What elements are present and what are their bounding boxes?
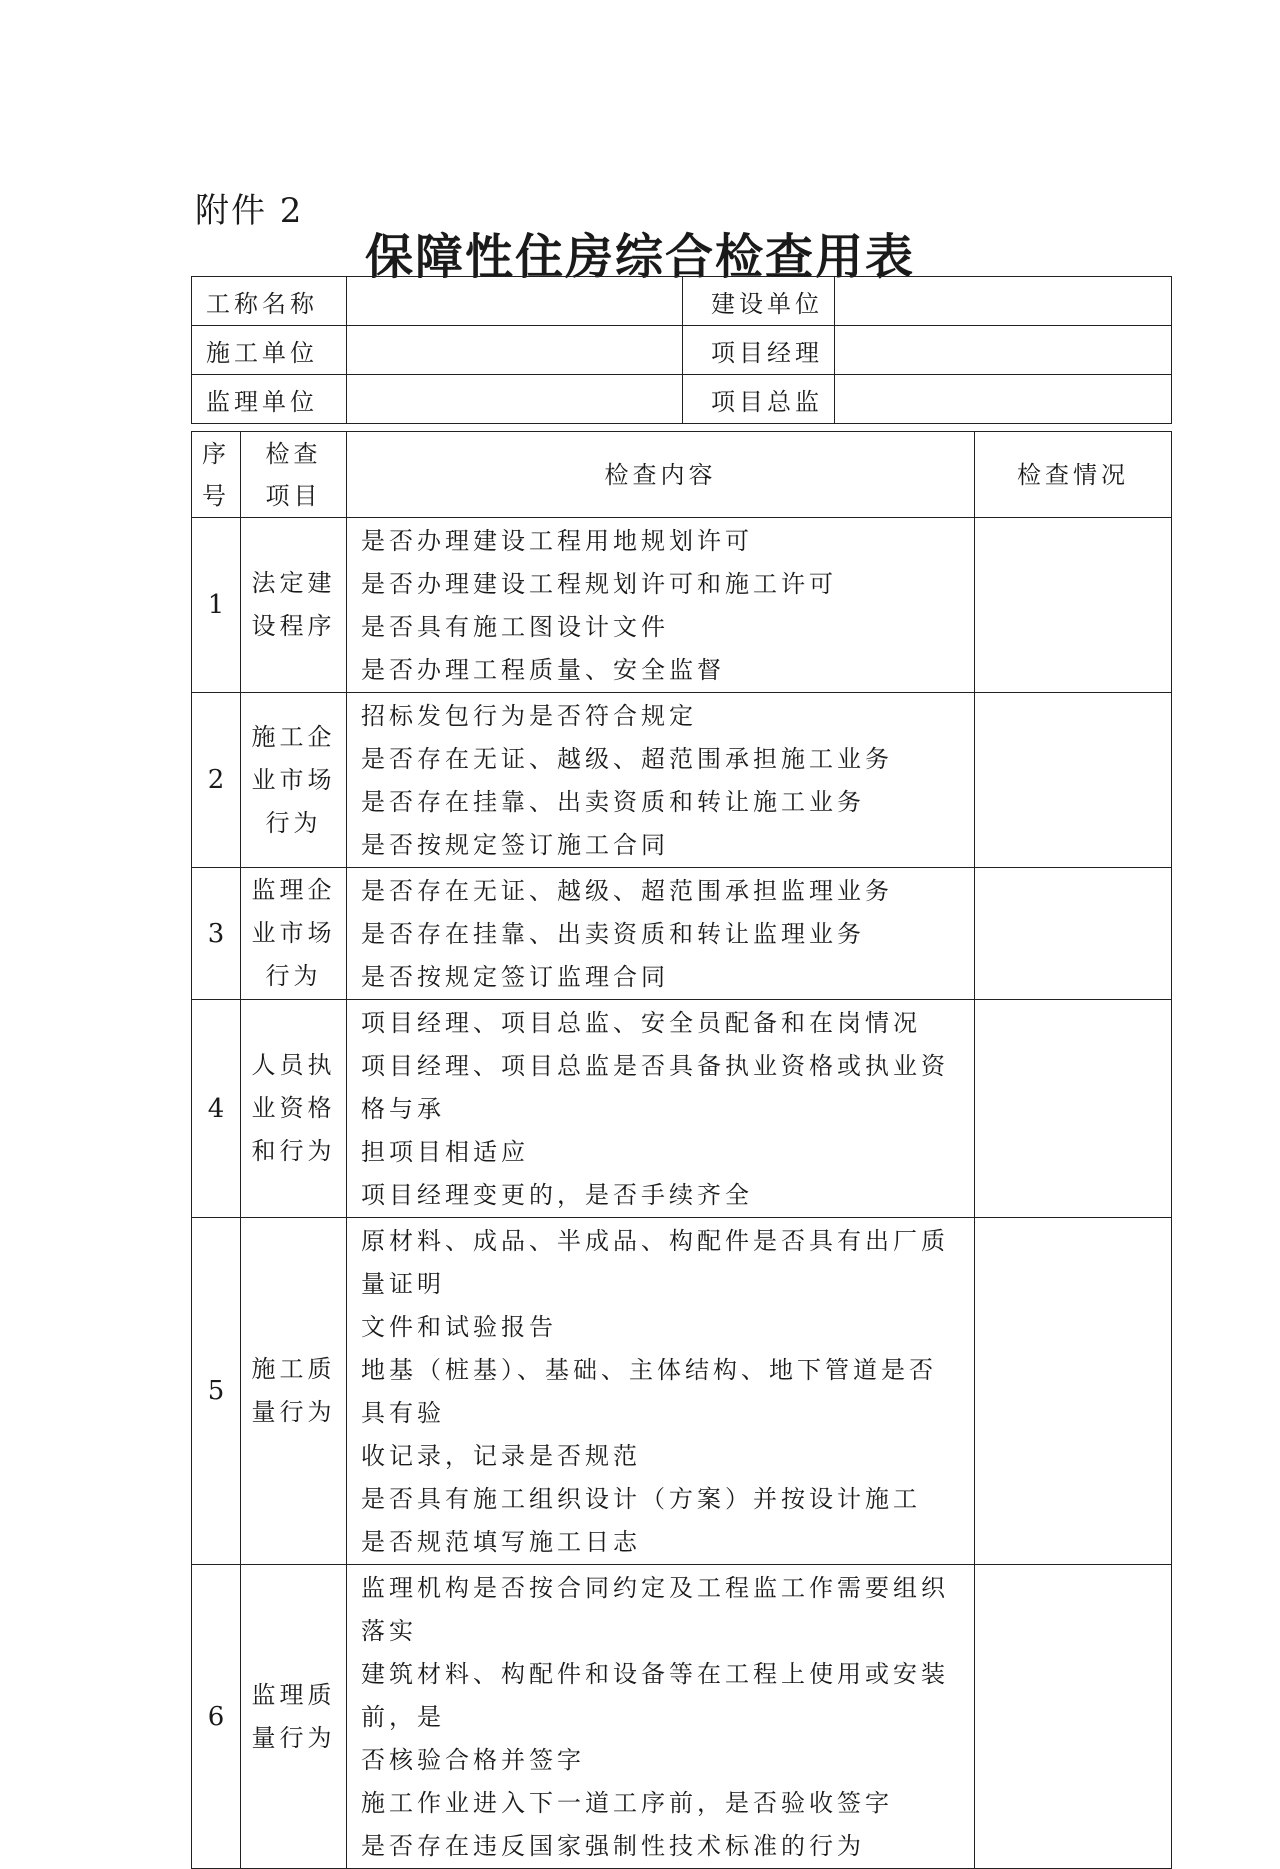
row-status-field[interactable] [975, 1000, 1172, 1218]
project-manager-field[interactable] [835, 326, 1172, 375]
table-row [192, 868, 1172, 1000]
table-row [192, 1565, 1172, 1869]
item-line: 施工质 [251, 1355, 336, 1383]
content-line: 施工作业进入下一道工序前，是否验收签字 [361, 1789, 893, 1817]
info-row-supervisor [192, 375, 1172, 424]
row-content [347, 693, 975, 868]
row-status-field[interactable] [975, 1565, 1172, 1869]
content-line: 原材料、成品、半成品、构配件是否具有出厂质量证明 [361, 1227, 949, 1298]
content-line: 项目经理、项目总监、安全员配备和在岗情况 [361, 1009, 921, 1037]
header-no [192, 432, 241, 518]
content-line: 是否存在违反国家强制性技术标准的行为 [361, 1832, 865, 1860]
row-number: 2 [192, 693, 241, 868]
item-line: 监理质 [251, 1680, 336, 1709]
info-table [191, 276, 1172, 424]
content-line: 是否具有施工图设计文件 [361, 613, 669, 641]
item-line: 法定建 [251, 569, 336, 597]
page-title: 保障性住房综合检查用表 [364, 229, 915, 285]
content-line: 地基（桩基）、基础、主体结构、地下管道是否具有验 [361, 1356, 937, 1427]
item-line: 业市场 [251, 765, 336, 794]
construction-unit-label: 建设单位 [683, 277, 835, 326]
row-content [347, 518, 975, 693]
builder-unit-label: 施工单位 [192, 326, 347, 375]
item-line: 量行为 [251, 1723, 336, 1752]
item-line: 和行为 [251, 1137, 336, 1165]
item-line: 业市场 [251, 919, 336, 947]
info-row-project-name [192, 277, 1172, 326]
row-item [241, 518, 347, 693]
row-number: 1 [192, 518, 241, 693]
item-line: 施工企 [251, 722, 336, 751]
item-line: 业资格 [251, 1094, 336, 1122]
builder-unit-field[interactable] [347, 326, 683, 375]
project-manager-label: 项目经理 [683, 326, 835, 375]
content-line: 项目经理变更的，是否手续齐全 [361, 1181, 753, 1209]
table-row [192, 1000, 1172, 1218]
item-line: 人员执 [251, 1051, 336, 1079]
content-line: 文件和试验报告 [361, 1313, 557, 1341]
item-line: 监理企 [251, 876, 336, 904]
content-line: 是否存在挂靠、出卖资质和转让监理业务 [361, 920, 865, 948]
row-item [241, 1218, 347, 1565]
row-status-field[interactable] [975, 693, 1172, 868]
inspection-table [191, 431, 1172, 1869]
row-content [347, 1218, 975, 1565]
content-line: 是否存在挂靠、出卖资质和转让施工业务 [361, 788, 865, 816]
row-number: 6 [192, 1565, 241, 1869]
row-item [241, 868, 347, 1000]
row-status-field[interactable] [975, 518, 1172, 693]
content-line: 监理机构是否按合同约定及工程监工作需要组织落实 [361, 1574, 949, 1645]
row-number: 5 [192, 1218, 241, 1565]
content-line: 是否存在无证、越级、超范围承担监理业务 [361, 877, 893, 905]
content-line: 是否存在无证、越级、超范围承担施工业务 [361, 745, 893, 773]
content-line: 建筑材料、构配件和设备等在工程上使用或安装前，是 [361, 1660, 949, 1731]
content-line: 是否办理工程质量、安全监督 [361, 656, 725, 684]
row-item [241, 693, 347, 868]
construction-unit-field[interactable] [835, 277, 1172, 326]
item-line: 行为 [265, 808, 322, 837]
info-row-builder [192, 326, 1172, 375]
project-name-field[interactable] [347, 277, 683, 326]
content-line: 是否按规定签订监理合同 [361, 963, 669, 991]
project-name-label: 工称名称 [192, 277, 347, 326]
header-no-line: 序 [202, 439, 230, 468]
row-status-field[interactable] [975, 868, 1172, 1000]
row-status-field[interactable] [975, 1218, 1172, 1565]
row-number: 4 [192, 1000, 241, 1218]
supervision-unit-label: 监理单位 [192, 375, 347, 424]
content-line: 招标发包行为是否符合规定 [361, 702, 697, 730]
row-content [347, 868, 975, 1000]
header-status: 检查情况 [975, 432, 1172, 518]
header-item-line: 项目 [265, 481, 322, 510]
content-line: 否核验合格并签字 [361, 1746, 585, 1774]
table-row [192, 693, 1172, 868]
item-line: 设程序 [251, 612, 336, 640]
item-line: 行为 [265, 962, 322, 990]
content-line: 是否规范填写施工日志 [361, 1528, 641, 1556]
chief-supervisor-label: 项目总监 [683, 375, 835, 424]
content-line: 项目经理、项目总监是否具备执业资格或执业资格与承 [361, 1052, 949, 1123]
header-item [241, 432, 347, 518]
table-header-row [192, 432, 1172, 518]
header-item-line: 检查 [265, 439, 322, 468]
content-line: 是否按规定签订施工合同 [361, 831, 669, 859]
content-line: 是否办理建设工程规划许可和施工许可 [361, 570, 837, 598]
content-line: 是否具有施工组织设计（方案）并按设计施工 [361, 1485, 921, 1513]
row-content [347, 1565, 975, 1869]
table-row [192, 1218, 1172, 1565]
content-line: 担项目相适应 [361, 1138, 529, 1166]
row-number: 3 [192, 868, 241, 1000]
content-line: 是否办理建设工程用地规划许可 [361, 527, 753, 555]
row-item [241, 1000, 347, 1218]
content-line: 收记录，记录是否规范 [361, 1442, 641, 1470]
attachment-label: 附件 2 [195, 191, 304, 231]
header-no-line: 号 [202, 481, 230, 510]
chief-supervisor-field[interactable] [835, 375, 1172, 424]
row-content [347, 1000, 975, 1218]
table-row [192, 518, 1172, 693]
row-item [241, 1565, 347, 1869]
supervision-unit-field[interactable] [347, 375, 683, 424]
item-line: 量行为 [251, 1398, 336, 1426]
header-content: 检查内容 [347, 432, 975, 518]
